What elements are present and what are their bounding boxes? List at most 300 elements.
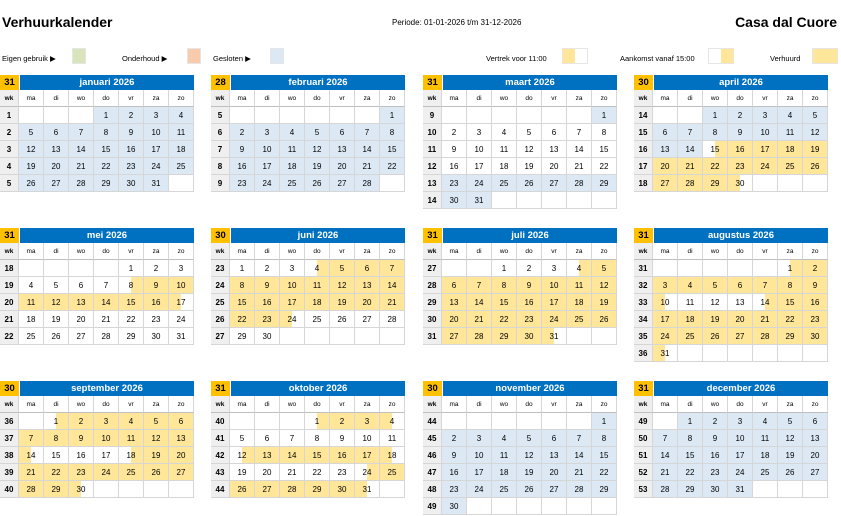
day-cell[interactable]: 4 [280,124,305,141]
day-cell[interactable]: 14 [380,277,405,294]
day-cell[interactable]: 17 [467,158,492,175]
day-cell[interactable]: 6 [330,124,355,141]
day-cell[interactable]: 24 [255,175,280,192]
day-cell[interactable]: 27 [653,175,678,192]
day-cell[interactable]: 21 [94,311,119,328]
day-cell[interactable]: 10 [255,141,280,158]
day-cell[interactable]: 26 [517,175,542,192]
day-cell[interactable]: 27 [803,464,828,481]
day-cell[interactable]: 24 [542,311,567,328]
day-cell[interactable]: 25 [305,311,330,328]
day-cell[interactable]: 27 [542,175,567,192]
legend-own-use-swatch[interactable] [72,48,86,64]
day-cell[interactable]: 25 [492,481,517,498]
day-cell[interactable]: 3 [169,260,194,277]
day-cell[interactable]: 21 [653,464,678,481]
day-cell[interactable]: 8 [305,430,330,447]
day-cell[interactable]: 12 [778,430,803,447]
day-cell[interactable]: 27 [44,175,69,192]
day-cell[interactable]: 27 [69,328,94,345]
day-cell[interactable]: 6 [803,413,828,430]
day-cell[interactable]: 22 [703,158,728,175]
day-cell[interactable]: 26 [592,311,617,328]
day-cell[interactable]: 27 [255,481,280,498]
day-cell[interactable]: 23 [442,481,467,498]
day-cell[interactable]: 10 [728,430,753,447]
day-cell[interactable]: 26 [19,175,44,192]
day-cell[interactable]: 13 [69,294,94,311]
day-cell[interactable]: 25 [380,464,405,481]
day-cell[interactable]: 26 [330,311,355,328]
day-cell[interactable]: 6 [728,277,753,294]
day-cell[interactable]: 9 [69,430,94,447]
day-cell[interactable]: 25 [492,175,517,192]
day-cell[interactable]: 28 [678,175,703,192]
day-cell[interactable]: 2 [69,413,94,430]
day-cell[interactable]: 5 [330,260,355,277]
day-cell[interactable]: 24 [653,328,678,345]
day-cell[interactable]: 3 [280,260,305,277]
day-cell[interactable]: 28 [567,481,592,498]
day-cell[interactable]: 21 [280,464,305,481]
day-cell[interactable]: 30 [442,498,467,515]
day-cell[interactable]: 26 [803,158,828,175]
day-cell[interactable]: 4 [19,277,44,294]
day-cell[interactable]: 25 [778,158,803,175]
day-cell[interactable]: 21 [355,158,380,175]
day-cell[interactable]: 1 [305,413,330,430]
day-cell[interactable]: 14 [753,294,778,311]
day-cell[interactable]: 13 [542,141,567,158]
day-cell[interactable]: 6 [44,124,69,141]
day-cell[interactable]: 5 [230,430,255,447]
day-cell[interactable]: 26 [44,328,69,345]
day-cell[interactable]: 18 [492,158,517,175]
day-cell[interactable]: 20 [255,464,280,481]
day-cell[interactable]: 5 [803,107,828,124]
day-cell[interactable]: 12 [517,447,542,464]
day-cell[interactable]: 12 [330,277,355,294]
day-cell[interactable]: 25 [119,464,144,481]
day-cell[interactable]: 5 [703,277,728,294]
day-cell[interactable]: 31 [467,192,492,209]
day-cell[interactable]: 26 [517,481,542,498]
day-cell[interactable]: 16 [69,447,94,464]
day-cell[interactable]: 9 [119,124,144,141]
day-cell[interactable]: 16 [442,464,467,481]
day-cell[interactable]: 20 [542,158,567,175]
day-cell[interactable]: 23 [803,311,828,328]
day-cell[interactable]: 21 [567,464,592,481]
day-cell[interactable]: 7 [567,430,592,447]
day-cell[interactable]: 10 [542,277,567,294]
day-cell[interactable]: 7 [678,124,703,141]
day-cell[interactable]: 16 [144,294,169,311]
day-cell[interactable]: 26 [703,328,728,345]
day-cell[interactable]: 24 [728,464,753,481]
day-cell[interactable]: 17 [467,464,492,481]
day-cell[interactable]: 19 [19,158,44,175]
day-cell[interactable]: 15 [703,141,728,158]
day-cell[interactable]: 31 [542,328,567,345]
day-cell[interactable]: 7 [380,260,405,277]
day-cell[interactable]: 26 [230,481,255,498]
day-cell[interactable]: 29 [119,328,144,345]
day-cell[interactable]: 23 [119,158,144,175]
day-cell[interactable]: 20 [69,311,94,328]
day-cell[interactable]: 17 [728,447,753,464]
day-cell[interactable]: 14 [355,141,380,158]
day-cell[interactable]: 24 [467,175,492,192]
day-cell[interactable]: 1 [94,107,119,124]
day-cell[interactable]: 15 [380,141,405,158]
day-cell[interactable]: 25 [280,175,305,192]
day-cell[interactable]: 6 [542,124,567,141]
day-cell[interactable]: 1 [44,413,69,430]
day-cell[interactable]: 2 [703,413,728,430]
day-cell[interactable]: 17 [280,294,305,311]
day-cell[interactable]: 23 [69,464,94,481]
day-cell[interactable]: 20 [442,311,467,328]
day-cell[interactable]: 4 [119,413,144,430]
day-cell[interactable]: 20 [330,158,355,175]
day-cell[interactable]: 21 [380,294,405,311]
legend-departure-swatch[interactable] [562,48,588,64]
day-cell[interactable]: 22 [94,158,119,175]
day-cell[interactable]: 8 [380,124,405,141]
day-cell[interactable]: 18 [380,447,405,464]
day-cell[interactable]: 10 [653,294,678,311]
day-cell[interactable]: 28 [653,481,678,498]
day-cell[interactable]: 19 [330,294,355,311]
day-cell[interactable]: 9 [703,430,728,447]
day-cell[interactable]: 19 [778,447,803,464]
day-cell[interactable]: 11 [305,277,330,294]
day-cell[interactable]: 29 [305,481,330,498]
day-cell[interactable]: 3 [355,413,380,430]
day-cell[interactable]: 21 [567,158,592,175]
day-cell[interactable]: 27 [355,311,380,328]
day-cell[interactable]: 2 [119,107,144,124]
day-cell[interactable]: 15 [592,447,617,464]
day-cell[interactable]: 22 [592,158,617,175]
day-cell[interactable]: 30 [728,175,753,192]
day-cell[interactable]: 22 [305,464,330,481]
day-cell[interactable]: 22 [380,158,405,175]
day-cell[interactable]: 18 [280,158,305,175]
day-cell[interactable]: 9 [255,277,280,294]
day-cell[interactable]: 14 [69,141,94,158]
day-cell[interactable]: 7 [94,277,119,294]
day-cell[interactable]: 11 [119,430,144,447]
day-cell[interactable]: 8 [592,124,617,141]
day-cell[interactable]: 21 [467,311,492,328]
day-cell[interactable]: 23 [442,175,467,192]
day-cell[interactable]: 11 [492,447,517,464]
day-cell[interactable]: 23 [517,311,542,328]
day-cell[interactable]: 31 [653,345,678,362]
day-cell[interactable]: 5 [44,277,69,294]
day-cell[interactable]: 5 [144,413,169,430]
day-cell[interactable]: 24 [94,464,119,481]
day-cell[interactable]: 3 [467,430,492,447]
day-cell[interactable]: 11 [380,430,405,447]
day-cell[interactable]: 4 [778,107,803,124]
day-cell[interactable]: 4 [753,413,778,430]
day-cell[interactable]: 16 [255,294,280,311]
day-cell[interactable]: 30 [803,328,828,345]
day-cell[interactable]: 13 [542,447,567,464]
day-cell[interactable]: 15 [305,447,330,464]
day-cell[interactable]: 29 [94,175,119,192]
day-cell[interactable]: 9 [728,124,753,141]
day-cell[interactable]: 14 [653,447,678,464]
day-cell[interactable]: 23 [255,311,280,328]
day-cell[interactable]: 28 [355,175,380,192]
day-cell[interactable]: 28 [280,481,305,498]
day-cell[interactable]: 10 [144,124,169,141]
day-cell[interactable]: 12 [230,447,255,464]
day-cell[interactable]: 23 [330,464,355,481]
day-cell[interactable]: 22 [678,464,703,481]
day-cell[interactable]: 28 [69,175,94,192]
day-cell[interactable]: 10 [467,141,492,158]
day-cell[interactable]: 3 [728,413,753,430]
day-cell[interactable]: 16 [442,158,467,175]
day-cell[interactable]: 26 [778,464,803,481]
day-cell[interactable]: 13 [255,447,280,464]
day-cell[interactable]: 11 [492,141,517,158]
day-cell[interactable]: 1 [678,413,703,430]
day-cell[interactable]: 16 [330,447,355,464]
day-cell[interactable]: 19 [703,311,728,328]
day-cell[interactable]: 27 [728,328,753,345]
day-cell[interactable]: 18 [778,141,803,158]
day-cell[interactable]: 19 [517,464,542,481]
day-cell[interactable]: 6 [442,277,467,294]
day-cell[interactable]: 29 [44,481,69,498]
day-cell[interactable]: 4 [492,124,517,141]
day-cell[interactable]: 4 [380,413,405,430]
day-cell[interactable]: 1 [592,413,617,430]
day-cell[interactable]: 6 [255,430,280,447]
day-cell[interactable]: 29 [678,481,703,498]
day-cell[interactable]: 30 [330,481,355,498]
day-cell[interactable]: 20 [542,464,567,481]
day-cell[interactable]: 4 [678,277,703,294]
day-cell[interactable]: 2 [728,107,753,124]
day-cell[interactable]: 12 [517,141,542,158]
day-cell[interactable]: 1 [230,260,255,277]
day-cell[interactable]: 17 [753,141,778,158]
day-cell[interactable]: 13 [330,141,355,158]
day-cell[interactable]: 24 [144,158,169,175]
day-cell[interactable]: 18 [567,294,592,311]
day-cell[interactable]: 2 [803,260,828,277]
day-cell[interactable]: 19 [144,447,169,464]
day-cell[interactable]: 3 [467,124,492,141]
day-cell[interactable]: 3 [94,413,119,430]
day-cell[interactable]: 5 [778,413,803,430]
day-cell[interactable]: 5 [592,260,617,277]
day-cell[interactable]: 2 [255,260,280,277]
day-cell[interactable]: 1 [703,107,728,124]
day-cell[interactable]: 14 [567,447,592,464]
day-cell[interactable]: 1 [119,260,144,277]
day-cell[interactable]: 16 [119,141,144,158]
day-cell[interactable]: 29 [592,481,617,498]
day-cell[interactable]: 30 [119,175,144,192]
day-cell[interactable]: 8 [778,277,803,294]
day-cell[interactable]: 23 [728,158,753,175]
day-cell[interactable]: 19 [230,464,255,481]
day-cell[interactable]: 1 [592,107,617,124]
day-cell[interactable]: 2 [442,430,467,447]
day-cell[interactable]: 17 [144,141,169,158]
day-cell[interactable]: 14 [19,447,44,464]
day-cell[interactable]: 14 [678,141,703,158]
day-cell[interactable]: 17 [169,294,194,311]
day-cell[interactable]: 13 [803,430,828,447]
day-cell[interactable]: 6 [69,277,94,294]
day-cell[interactable]: 11 [169,124,194,141]
day-cell[interactable]: 19 [592,294,617,311]
day-cell[interactable]: 20 [169,447,194,464]
day-cell[interactable]: 22 [44,464,69,481]
day-cell[interactable]: 20 [653,158,678,175]
day-cell[interactable]: 30 [703,481,728,498]
day-cell[interactable]: 30 [442,192,467,209]
day-cell[interactable]: 23 [144,311,169,328]
day-cell[interactable]: 6 [653,124,678,141]
day-cell[interactable]: 14 [567,141,592,158]
day-cell[interactable]: 11 [678,294,703,311]
day-cell[interactable]: 25 [678,328,703,345]
day-cell[interactable]: 12 [44,294,69,311]
day-cell[interactable]: 30 [144,328,169,345]
day-cell[interactable]: 13 [355,277,380,294]
day-cell[interactable]: 29 [492,328,517,345]
day-cell[interactable]: 20 [44,158,69,175]
day-cell[interactable]: 5 [305,124,330,141]
day-cell[interactable]: 6 [169,413,194,430]
day-cell[interactable]: 13 [169,430,194,447]
day-cell[interactable]: 15 [678,447,703,464]
day-cell[interactable]: 8 [492,277,517,294]
day-cell[interactable]: 11 [753,430,778,447]
day-cell[interactable]: 9 [442,447,467,464]
day-cell[interactable]: 18 [753,447,778,464]
day-cell[interactable]: 25 [753,464,778,481]
day-cell[interactable]: 8 [230,277,255,294]
day-cell[interactable]: 4 [305,260,330,277]
day-cell[interactable]: 22 [119,311,144,328]
day-cell[interactable]: 5 [19,124,44,141]
day-cell[interactable]: 28 [19,481,44,498]
day-cell[interactable]: 13 [653,141,678,158]
day-cell[interactable]: 10 [467,447,492,464]
day-cell[interactable]: 6 [542,430,567,447]
legend-closed-swatch[interactable] [270,48,284,64]
day-cell[interactable]: 3 [542,260,567,277]
day-cell[interactable]: 18 [492,464,517,481]
day-cell[interactable]: 17 [355,447,380,464]
day-cell[interactable]: 24 [280,311,305,328]
day-cell[interactable]: 7 [653,430,678,447]
day-cell[interactable]: 22 [778,311,803,328]
day-cell[interactable]: 13 [442,294,467,311]
day-cell[interactable]: 17 [255,158,280,175]
day-cell[interactable]: 30 [255,328,280,345]
day-cell[interactable]: 24 [753,158,778,175]
day-cell[interactable]: 15 [778,294,803,311]
day-cell[interactable]: 25 [19,328,44,345]
day-cell[interactable]: 4 [492,430,517,447]
day-cell[interactable]: 17 [94,447,119,464]
day-cell[interactable]: 7 [467,277,492,294]
day-cell[interactable]: 13 [44,141,69,158]
day-cell[interactable]: 15 [94,141,119,158]
day-cell[interactable]: 23 [703,464,728,481]
day-cell[interactable]: 29 [778,328,803,345]
day-cell[interactable]: 19 [305,158,330,175]
day-cell[interactable]: 11 [280,141,305,158]
day-cell[interactable]: 16 [803,294,828,311]
day-cell[interactable]: 12 [592,277,617,294]
day-cell[interactable]: 28 [567,175,592,192]
day-cell[interactable]: 3 [653,277,678,294]
day-cell[interactable]: 12 [803,124,828,141]
legend-maintenance-swatch[interactable] [187,48,201,64]
day-cell[interactable]: 17 [653,311,678,328]
day-cell[interactable]: 25 [169,158,194,175]
day-cell[interactable]: 20 [803,447,828,464]
legend-rented-swatch[interactable] [812,48,838,64]
day-cell[interactable]: 10 [753,124,778,141]
day-cell[interactable]: 7 [355,124,380,141]
day-cell[interactable]: 27 [542,481,567,498]
day-cell[interactable]: 15 [230,294,255,311]
day-cell[interactable]: 15 [119,294,144,311]
day-cell[interactable]: 8 [592,430,617,447]
day-cell[interactable]: 14 [467,294,492,311]
day-cell[interactable]: 18 [169,141,194,158]
day-cell[interactable]: 24 [467,481,492,498]
day-cell[interactable]: 9 [517,277,542,294]
day-cell[interactable]: 16 [703,447,728,464]
day-cell[interactable]: 3 [255,124,280,141]
day-cell[interactable]: 18 [678,311,703,328]
day-cell[interactable]: 31 [169,328,194,345]
day-cell[interactable]: 7 [19,430,44,447]
day-cell[interactable]: 29 [230,328,255,345]
day-cell[interactable]: 16 [230,158,255,175]
day-cell[interactable]: 28 [380,311,405,328]
day-cell[interactable]: 2 [442,124,467,141]
day-cell[interactable]: 30 [69,481,94,498]
day-cell[interactable]: 21 [19,464,44,481]
day-cell[interactable]: 5 [517,430,542,447]
day-cell[interactable]: 18 [19,311,44,328]
day-cell[interactable]: 17 [542,294,567,311]
day-cell[interactable]: 4 [567,260,592,277]
day-cell[interactable]: 12 [144,430,169,447]
day-cell[interactable]: 15 [492,294,517,311]
day-cell[interactable]: 7 [280,430,305,447]
day-cell[interactable]: 9 [144,277,169,294]
day-cell[interactable]: 14 [280,447,305,464]
day-cell[interactable]: 26 [305,175,330,192]
